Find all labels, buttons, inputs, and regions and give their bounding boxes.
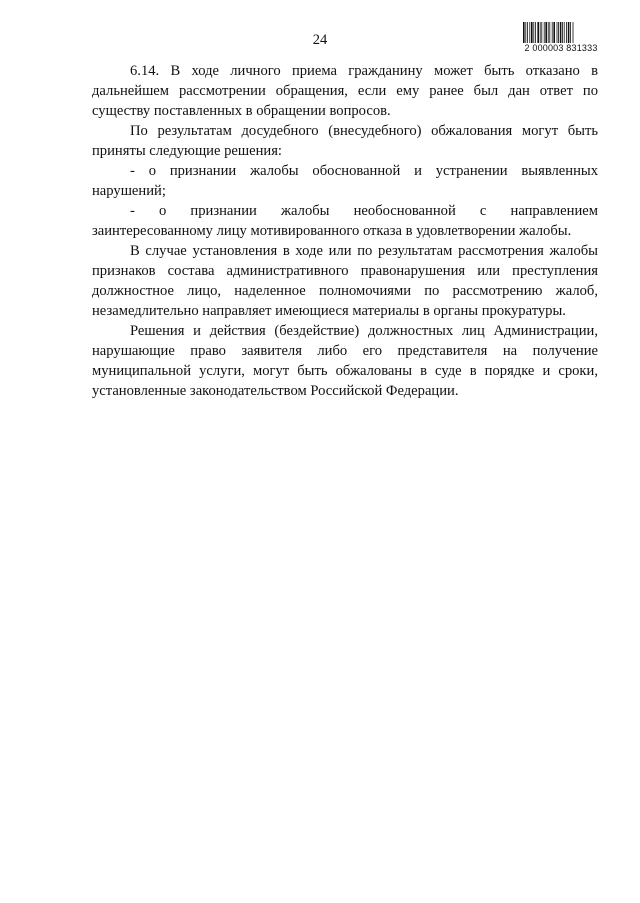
barcode-bar bbox=[558, 22, 559, 44]
barcode bbox=[522, 22, 600, 56]
paragraph-6-14: 6.14. В ходе личного приема гражданину может быть отказано в дальнейшем рассмотрении обращения, если ему ранее был дан ответ по существу поставленных в обращении вопросов. bbox=[92, 63, 598, 119]
barcode-bar bbox=[537, 22, 539, 44]
barcode-bar bbox=[531, 22, 533, 44]
paragraph-court-appeal: Решения и действия (бездействие) должностных лиц Администрации, нарушающие право заявителя либо его представителя на получение муниципальной услуги, могут быть обжалованы в суде в порядке и сроки, установленные законодательством Российской Федерации. bbox=[92, 323, 598, 399]
barcode-icon bbox=[522, 22, 600, 44]
barcode-bar bbox=[570, 22, 571, 44]
barcode-bar bbox=[573, 22, 574, 44]
barcode-bar bbox=[560, 22, 562, 44]
barcode-bar bbox=[545, 22, 547, 44]
barcode-bar bbox=[541, 22, 542, 44]
barcode-bar bbox=[553, 22, 555, 44]
barcode-bar bbox=[562, 22, 563, 44]
barcode-bar bbox=[529, 22, 530, 44]
paragraph-decision-unjustified: - о признании жалобы необоснованной с направлением заинтересованному лицу мотивированного отказа в удовлетворении жалобы. bbox=[92, 203, 598, 239]
barcode-bar bbox=[527, 22, 528, 44]
barcode-bar bbox=[566, 22, 567, 44]
barcode-bar bbox=[533, 22, 534, 44]
barcode-bar bbox=[549, 22, 550, 44]
barcode-bar bbox=[535, 22, 536, 44]
barcode-bar bbox=[557, 22, 558, 44]
barcode-bar bbox=[540, 22, 541, 44]
barcode-bar bbox=[523, 22, 525, 44]
document-body bbox=[92, 61, 598, 401]
barcode-bar bbox=[568, 22, 570, 44]
barcode-bar bbox=[525, 22, 526, 44]
barcode-bar bbox=[552, 22, 553, 44]
barcode-bar bbox=[544, 22, 545, 44]
barcode-number: 2 000003 831333 bbox=[522, 43, 600, 53]
page-number: 24 bbox=[312, 32, 328, 48]
barcode-bar bbox=[564, 22, 565, 44]
paragraph-appeal-results: По результатам досудебного (внесудебного) обжалования могут быть приняты следующие решения: bbox=[92, 123, 598, 159]
paragraph-decision-justified: - о признании жалобы обоснованной и устранении выявленных нарушений; bbox=[92, 163, 598, 199]
paragraph-offense-signs: В случае установления в ходе или по результатам рассмотрения жалобы признаков состава административного правонарушения или преступления должностное лицо, наделенное полномочиями по рассмотрению жалоб, незамедлительно направляет имеющиеся материалы в органы прокуратуры. bbox=[92, 243, 598, 319]
barcode-bar bbox=[548, 22, 549, 44]
